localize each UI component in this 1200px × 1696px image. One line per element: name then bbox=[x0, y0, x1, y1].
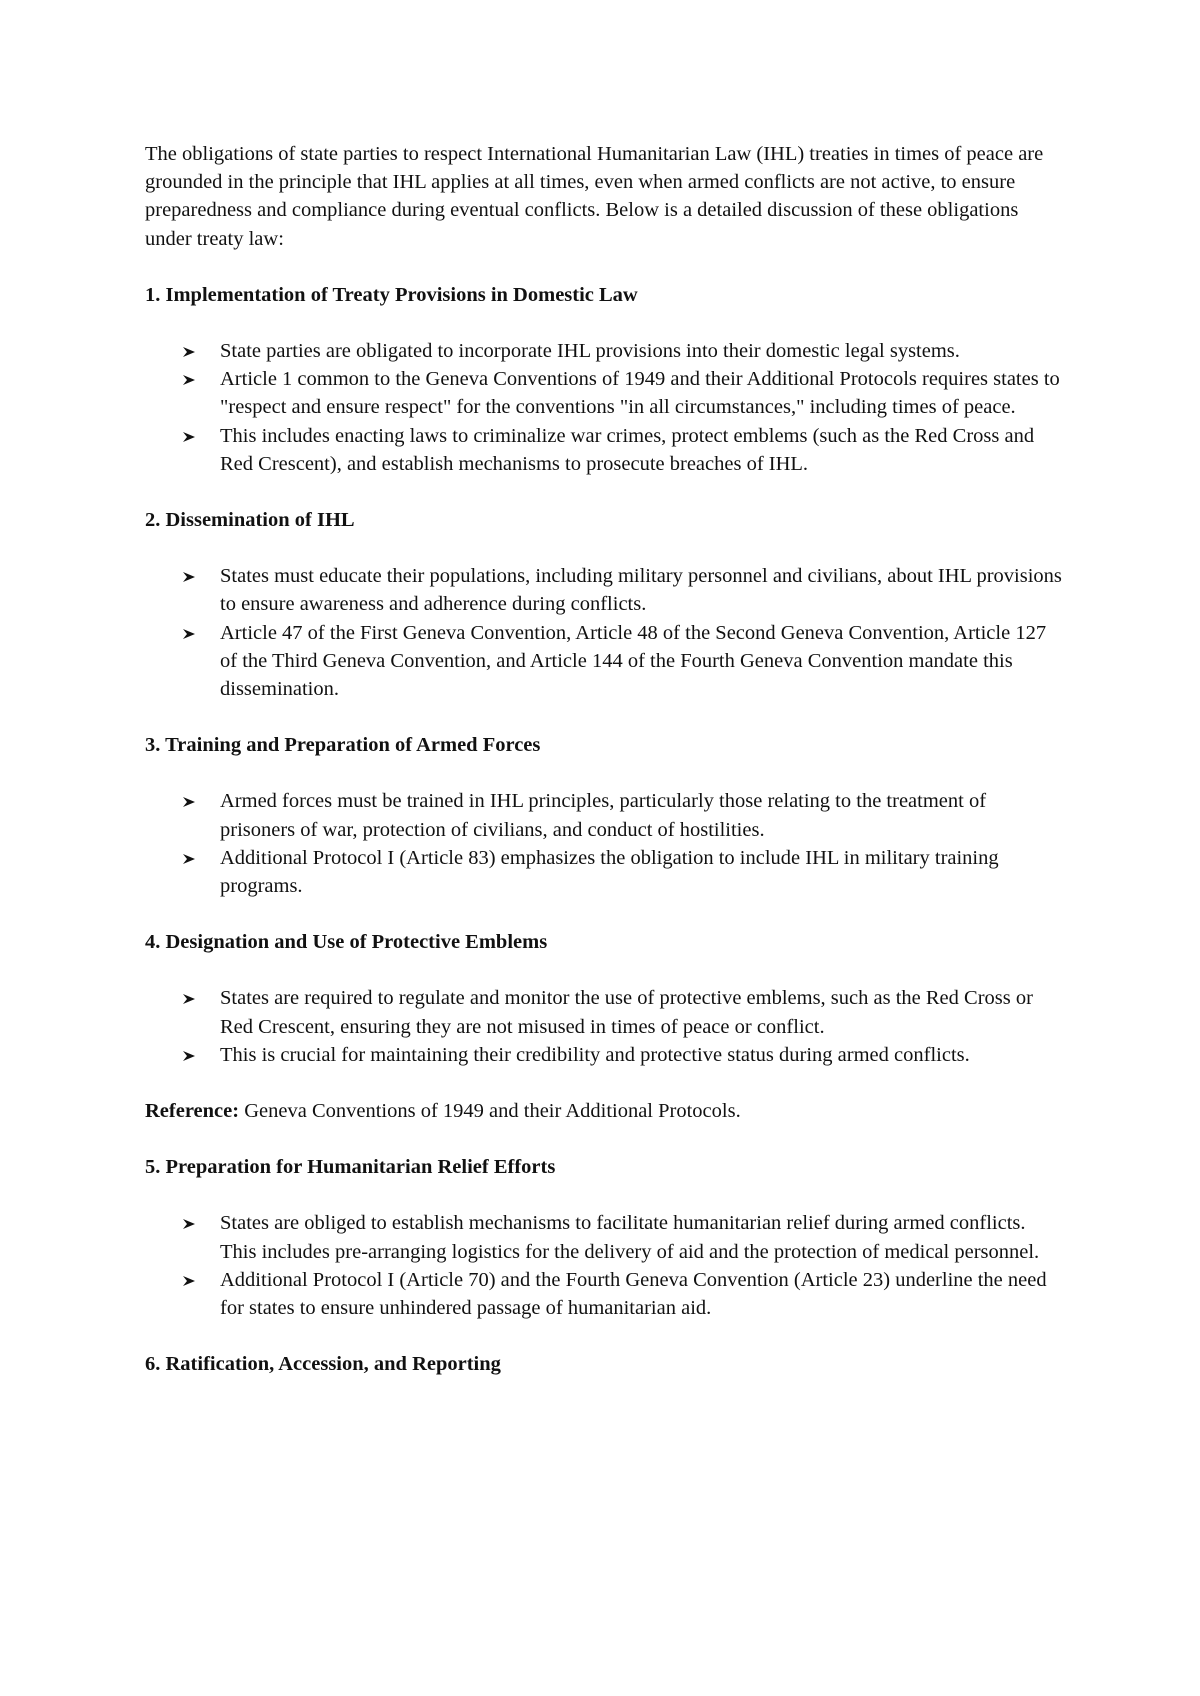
reference-line bbox=[145, 1097, 1065, 1125]
arrowhead-bullet-icon bbox=[182, 984, 198, 1012]
bullet-list-2 bbox=[145, 562, 1065, 703]
reference-label: Reference: bbox=[145, 1100, 240, 1123]
list-item-text: Article 47 of the First Geneva Convention, Article 48 of the Second Geneva Convention, Article 127 of the Third Geneva Convention, and Article 144 of the Fourth Geneva Convention mandate this dissemination. bbox=[220, 621, 1047, 701]
bullet-list-5 bbox=[145, 1209, 1065, 1322]
list-item-text: This is crucial for maintaining their credibility and protective status during armed conflicts. bbox=[220, 1043, 970, 1066]
section-heading-3: 3. Training and Preparation of Armed Forces bbox=[145, 734, 541, 757]
arrowhead-bullet-icon bbox=[182, 365, 198, 393]
list-item bbox=[220, 1209, 1065, 1265]
arrowhead-bullet-icon bbox=[182, 1209, 198, 1237]
document-page bbox=[145, 140, 1065, 1407]
list-item-text: Armed forces must be trained in IHL principles, particularly those relating to the treatment of prisoners of war, protection of civilians, and conduct of hostilities. bbox=[220, 790, 987, 841]
intro-paragraph: The obligations of state parties to respect International Humanitarian Law (IHL) treaties in times of peace are grounded in the principle that IHL applies at all times, even when armed conflicts are not active, to ensure preparedness and compliance during eventual conflicts. Below is a detailed discussion of these obligations under treaty law: bbox=[145, 143, 1044, 250]
section-heading-5: 5. Preparation for Humanitarian Relief Efforts bbox=[145, 1156, 556, 1179]
list-item bbox=[220, 844, 1065, 900]
arrowhead-bullet-icon bbox=[182, 422, 198, 450]
arrowhead-bullet-icon bbox=[182, 1266, 198, 1294]
list-item bbox=[220, 562, 1065, 618]
section-heading-2: 2. Dissemination of IHL bbox=[145, 509, 355, 532]
section-heading-6: 6. Ratification, Accession, and Reporting bbox=[145, 1353, 501, 1376]
arrowhead-bullet-icon bbox=[182, 619, 198, 647]
bullet-list-1 bbox=[145, 337, 1065, 478]
section-heading-4: 4. Designation and Use of Protective Emblems bbox=[145, 931, 548, 954]
list-item-text: States are required to regulate and monitor the use of protective emblems, such as the Red Cross or Red Crescent, ensuring they are not misused in times of peace or conflict. bbox=[220, 987, 1033, 1038]
list-item-text: States must educate their populations, including military personnel and civilians, about IHL provisions to ensure awareness and adherence during conflicts. bbox=[220, 565, 1062, 616]
list-item bbox=[220, 1266, 1065, 1322]
list-item bbox=[220, 365, 1065, 421]
list-item bbox=[220, 619, 1065, 704]
reference-text: Geneva Conventions of 1949 and their Additional Protocols. bbox=[239, 1100, 741, 1123]
list-item bbox=[220, 422, 1065, 478]
list-item-text: State parties are obligated to incorporate IHL provisions into their domestic legal systems. bbox=[220, 340, 960, 363]
bullet-list-3 bbox=[145, 787, 1065, 900]
list-item bbox=[220, 984, 1065, 1040]
arrowhead-bullet-icon bbox=[182, 844, 198, 872]
section-heading-1: 1. Implementation of Treaty Provisions in Domestic Law bbox=[145, 283, 638, 306]
list-item-text: Additional Protocol I (Article 70) and the Fourth Geneva Convention (Article 23) underline the need for states to ensure unhindered passage of humanitarian aid. bbox=[220, 1268, 1047, 1320]
arrowhead-bullet-icon bbox=[182, 1041, 198, 1069]
list-item-text: This includes enacting laws to criminalize war crimes, protect emblems (such as the Red Cross and Red Crescent), and establish mechanisms to prosecute breaches of IHL. bbox=[220, 424, 1035, 475]
list-item-text: Additional Protocol I (Article 83) emphasizes the obligation to include IHL in military training programs. bbox=[220, 846, 999, 898]
arrowhead-bullet-icon bbox=[182, 562, 198, 590]
list-item bbox=[220, 337, 1065, 365]
list-item bbox=[220, 787, 1065, 843]
arrowhead-bullet-icon bbox=[182, 337, 198, 365]
list-item bbox=[220, 1041, 1065, 1069]
list-item-text: States are obliged to establish mechanisms to facilitate humanitarian relief during armed conflicts. This includes pre-arranging logistics for the delivery of aid and the protection of medical personnel. bbox=[220, 1212, 1040, 1263]
list-item-text: Article 1 common to the Geneva Conventions of 1949 and their Additional Protocols requires states to "respect and ensure respect" for the conventions "in all circumstances," including times of peace. bbox=[220, 368, 1060, 419]
bullet-list-4 bbox=[145, 984, 1065, 1069]
arrowhead-bullet-icon bbox=[182, 787, 198, 815]
